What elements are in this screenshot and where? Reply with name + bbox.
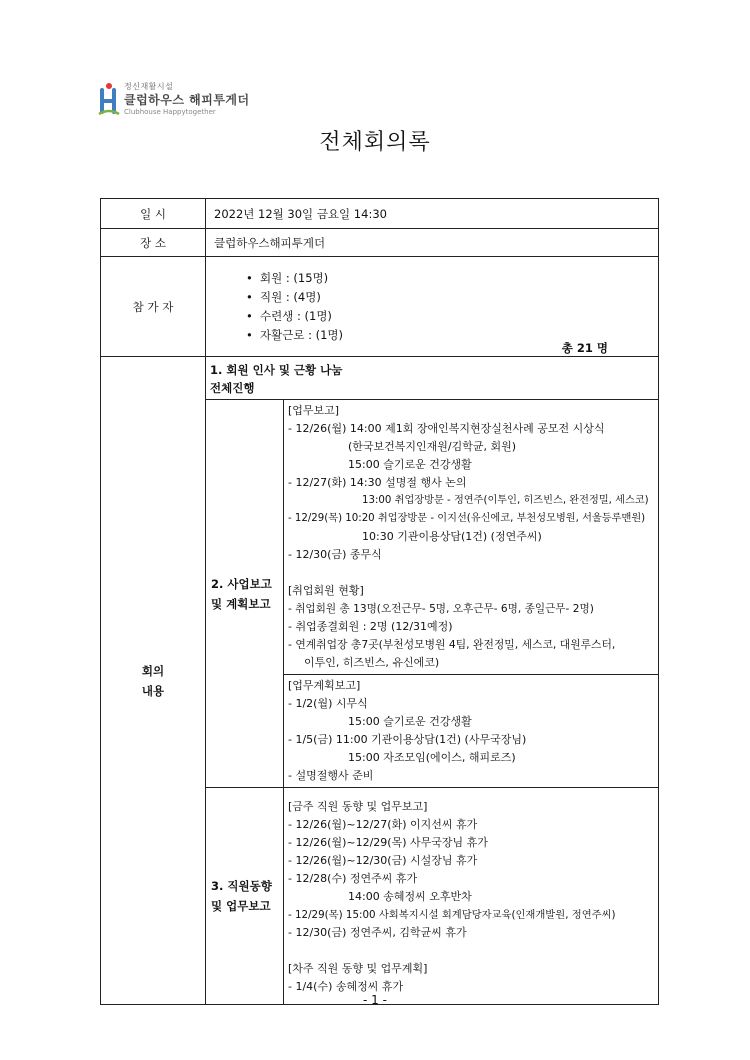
attendees-list (206, 269, 658, 345)
staff-line (288, 942, 654, 960)
page-number: - 1 - (363, 993, 387, 1007)
list-item: • 직원 : (4명) (246, 289, 321, 304)
list-item: • 회원 : (15명) (246, 270, 329, 285)
staff-line: - 1/4(수) 송혜정씨 휴가 (288, 980, 404, 993)
minutes-table (100, 198, 659, 1005)
report-line: - 12/27(화) 14:30 설명절 행사 논의 (288, 476, 467, 489)
place-value: 클럽하우스해피투게더 (206, 229, 659, 257)
place-label: 장 소 (101, 229, 206, 257)
content-label: 회의 내용 (101, 357, 206, 1005)
staff-line: - 12/26(월)~12/30(금) 시설장님 휴가 (288, 854, 478, 867)
report-line: (한국보건복지인재원/김학균, 회원) (348, 440, 517, 453)
attendees-total: 총 21 명 (561, 341, 609, 355)
section1-cell (206, 357, 659, 400)
report-line: [업무보고] (288, 404, 340, 417)
plan-line: 15:00 슬기로운 건강생활 (348, 715, 472, 728)
section3-label: 3. 직원동향 및 업무보고 (206, 788, 284, 1005)
date-value: 2022년 12월 30일 금요일 14:30 (206, 199, 659, 229)
report-line (288, 564, 654, 582)
business-report-cell (284, 400, 659, 675)
report-line: - 12/30(금) 종무식 (288, 548, 382, 561)
section2-label: 2. 사업보고 및 계획보고 (206, 400, 284, 788)
date-row (101, 199, 659, 229)
business-plan-cell (284, 675, 659, 788)
list-item: • 수련생 : (1명) (246, 308, 332, 323)
place-row (101, 229, 659, 257)
plan-line: - 설명절행사 준비 (288, 769, 374, 782)
logo-english-name: Clubhouse Happytogether (124, 108, 216, 116)
plan-line: [업무계획보고] (288, 679, 361, 692)
report-line: [취업회원 현황] (288, 584, 364, 597)
plan-line: - 1/5(금) 11:00 기관이용상담(1건) (사무국장님) (288, 733, 527, 746)
attendees-cell (206, 257, 659, 357)
logo-name: 클럽하우스 해피투게더 (124, 93, 250, 107)
staff-line: [차주 직원 동향 및 업무계획] (288, 962, 428, 975)
staff-line: 14:00 송혜정씨 오후반차 (348, 890, 472, 903)
report-line: 이투인, 히즈빈스, 유신에코) (304, 656, 440, 669)
staff-line: - 12/30(금) 정연주씨, 김학균씨 휴가 (288, 926, 467, 939)
staff-line: [금주 직원 동향 및 업무보고] (288, 800, 428, 813)
report-line: 10:30 기관이용상담(1건) (정연주씨) (362, 530, 542, 543)
report-line: - 취업회원 총 13명(오전근무- 5명, 오후근무- 6명, 종일근무- 2명) (288, 603, 594, 615)
date-label: 일 시 (101, 199, 206, 229)
logo-subtitle: 정신재활시설 (124, 82, 174, 91)
section1-title: 1. 회원 인사 및 근황 나눔 (210, 363, 343, 377)
attendees-label: 참 가 자 (101, 257, 206, 357)
plan-line: - 1/2(월) 시무식 (288, 697, 368, 710)
staff-report-cell (284, 788, 659, 1005)
report-line: 13:00 취업장방문 - 정연주(이투인, 히즈빈스, 완전정밀, 세스코) (362, 495, 649, 506)
list-item: • 자활근로 : (1명) (246, 327, 344, 342)
report-line: - 12/26(월) 14:00 제1회 장애인복지현장실천사례 공모전 시상식 (288, 422, 605, 435)
staff-line: - 12/26(월)~12/27(화) 이지선씨 휴가 (288, 818, 478, 831)
logo-h-icon (98, 82, 120, 116)
plan-line: 15:00 자조모임(에이스, 해피로즈) (348, 751, 516, 764)
report-line: - 연계취업장 총7곳(부천성모병원 4팀, 완전정밀, 세스코, 대원루스터, (288, 638, 616, 651)
staff-line: - 12/29(목) 15:00 사회복지시설 회계담당자교육(인재개발원, 정연주씨) (288, 909, 616, 921)
section1-subtitle: 전체진행 (210, 381, 255, 395)
report-line: 15:00 슬기로운 건강생활 (348, 458, 472, 471)
staff-line: - 12/26(월)~12/29(목) 사무국장님 휴가 (288, 836, 488, 849)
section1-row (101, 357, 659, 400)
report-line: - 12/29(목) 10:20 취업장방문 - 이지선(유신에코, 부천성모병원, 서울등루맨원) (288, 513, 646, 524)
report-line: - 취업종결회원 : 2명 (12/31예정) (288, 620, 453, 633)
attendees-row (101, 257, 659, 357)
document-title: 전체회의록 (319, 130, 431, 155)
organization-logo (98, 80, 258, 120)
staff-line: - 12/28(수) 정연주씨 휴가 (288, 872, 418, 885)
